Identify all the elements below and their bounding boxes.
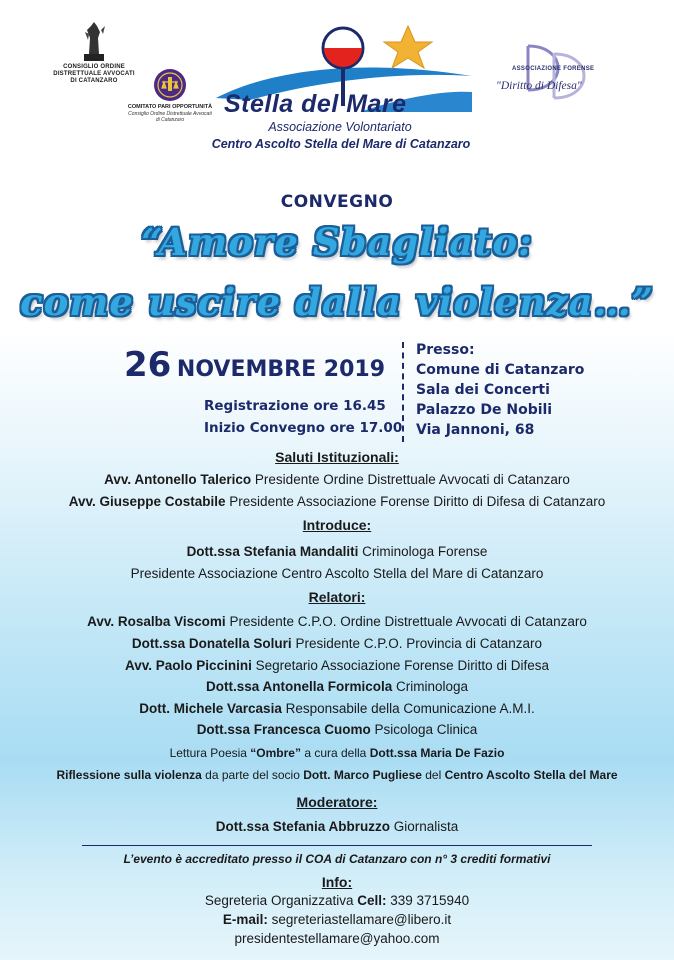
cell-label: Cell: xyxy=(357,893,387,908)
text-fragment: a cura della xyxy=(300,746,370,760)
speaker-role: Criminologa Forense xyxy=(358,544,488,559)
speaker-role: Presidente Associazione Forense Diritto di Difesa di Catanzaro xyxy=(225,494,606,509)
text-fragment: Lettura Poesia xyxy=(169,746,251,760)
cpo-subtitle-line: Consiglio Ordine Distrettuale Avvocati xyxy=(128,111,212,117)
start-time: Inizio Convegno ore 17.00 xyxy=(204,420,403,436)
moderatore-heading: Moderatore: xyxy=(296,794,378,810)
email-label: E-mail: xyxy=(222,912,268,927)
speaker-role: Presidente C.P.O. Ordine Distrettuale Avvocati di Catanzaro xyxy=(225,614,587,629)
phone-number[interactable]: 339 3715940 xyxy=(386,893,470,908)
relatori-heading: Relatori: xyxy=(308,589,366,605)
contact-email-line xyxy=(0,912,674,928)
venue-line: Via Jannoni, 68 xyxy=(416,422,535,438)
accreditation-note: L’evento è accreditato presso il COA di Catanzaro con n° 3 crediti formativi xyxy=(123,852,551,866)
speaker-row xyxy=(0,494,674,510)
speaker-row xyxy=(0,544,674,560)
reader-name: Dott.ssa Maria De Fazio xyxy=(369,746,505,760)
speaker-role: Presidente Associazione Centro Ascolto Stella del Mare di Catanzaro xyxy=(130,566,544,581)
speaker-name: Dott.ssa Francesca Cuomo xyxy=(196,722,371,737)
email-link[interactable]: segreteriastellamare@libero.it xyxy=(267,912,452,927)
speaker-name: Avv. Giuseppe Costabile xyxy=(68,494,226,509)
speaker-row xyxy=(0,722,674,738)
coa-logo-line: DISTRETTUALE AVVOCATI xyxy=(53,71,135,77)
contact-phone-line xyxy=(0,893,674,909)
organization-name: Centro Ascolto Stella del Mare xyxy=(444,768,618,782)
poem-title: “Ombre” xyxy=(250,746,301,760)
coa-logo-line: DI CATANZARO xyxy=(70,78,118,84)
cpo-subtitle-line: di Catanzaro xyxy=(155,117,185,123)
speaker-row xyxy=(0,658,674,674)
speaker-name: Dott. Marco Pugliese xyxy=(303,768,422,782)
poetry-reading-line xyxy=(0,746,674,760)
speaker-row xyxy=(0,636,674,652)
dd-logo-caption: ASSOCIAZIONE FORENSE xyxy=(512,66,595,72)
reflection-line xyxy=(0,768,674,782)
speaker-name: Dott.ssa Stefania Mandaliti xyxy=(186,544,359,559)
speaker-role: Responsabile della Comunicazione A.M.I. xyxy=(281,701,535,716)
secretary-label: Segreteria Organizzativa xyxy=(204,893,358,908)
text-fragment: Riflessione sulla violenza xyxy=(56,768,202,782)
event-title-line-2: come uscire dalla violenza…” xyxy=(20,280,654,324)
event-date xyxy=(124,345,385,385)
speaker-role: Presidente Ordine Distrettuale Avvocati di Catanzaro xyxy=(251,472,570,487)
speaker-row xyxy=(0,472,674,488)
event-title-line-1: “Amore Sbagliato: xyxy=(141,220,533,264)
venue-line: Palazzo De Nobili xyxy=(416,402,553,418)
speaker-role: Psicologa Clinica xyxy=(370,722,478,737)
email-link[interactable]: presidentestellamare@yahoo.com xyxy=(234,931,440,946)
venue-line: Comune di Catanzaro xyxy=(416,362,585,378)
vertical-divider xyxy=(402,342,404,442)
cpo-title: COMITATO PARI OPPORTUNITÀ xyxy=(127,104,213,110)
speaker-name: Dott.ssa Donatella Soluri xyxy=(131,636,292,651)
speaker-role: Giornalista xyxy=(390,819,459,834)
coa-logo-line: CONSIGLIO ORDINE xyxy=(63,64,125,70)
event-label: CONVEGNO xyxy=(280,192,394,212)
statue-icon xyxy=(79,20,109,62)
speaker-row xyxy=(0,701,674,717)
cpo-emblem-icon xyxy=(153,68,187,102)
event-date-day: 26 xyxy=(124,345,172,385)
speaker-name: Avv. Rosalba Viscomi xyxy=(87,614,226,629)
speaker-name: Dott.ssa Stefania Abbruzzo xyxy=(215,819,390,834)
speaker-name: Dott. Michele Varcasia xyxy=(139,701,282,716)
speaker-row xyxy=(0,614,674,630)
diritto-di-difesa-logo xyxy=(484,40,634,100)
dd-logo-name: "Diritto di Difesa" xyxy=(496,80,582,92)
speaker-row xyxy=(0,819,674,835)
registration-time: Registrazione ore 16.45 xyxy=(204,398,386,414)
association-name: Centro Ascolto Stella del Mare di Catanzaro xyxy=(211,137,471,151)
speaker-name: Avv. Paolo Piccinini xyxy=(125,658,252,673)
speaker-row xyxy=(0,679,674,695)
starfish-icon xyxy=(384,26,432,68)
speaker-name: Avv. Antonello Talerico xyxy=(104,472,252,487)
text-fragment: del xyxy=(421,768,445,782)
saluti-heading: Saluti Istituzionali: xyxy=(275,449,399,465)
venue-line: Presso: xyxy=(416,342,475,358)
speaker-role: Segretario Associazione Forense Diritto di Difesa xyxy=(251,658,549,673)
speaker-row xyxy=(0,566,674,582)
introduce-heading: Introduce: xyxy=(302,517,372,533)
speaker-name: Dott.ssa Antonella Formicola xyxy=(205,679,393,694)
speaker-role: Criminologa xyxy=(392,679,469,694)
venue-line: Sala dei Concerti xyxy=(416,382,550,398)
info-heading: Info: xyxy=(321,874,353,890)
speaker-role: Presidente C.P.O. Provincia di Catanzaro xyxy=(291,636,543,651)
divider-line xyxy=(82,845,592,846)
text-fragment: da parte del socio xyxy=(201,768,304,782)
stella-logo-name: Stella del Mare xyxy=(224,90,407,118)
event-date-month-year: NOVEMBRE 2019 xyxy=(176,357,386,382)
association-type: Associazione Volontariato xyxy=(268,120,412,134)
